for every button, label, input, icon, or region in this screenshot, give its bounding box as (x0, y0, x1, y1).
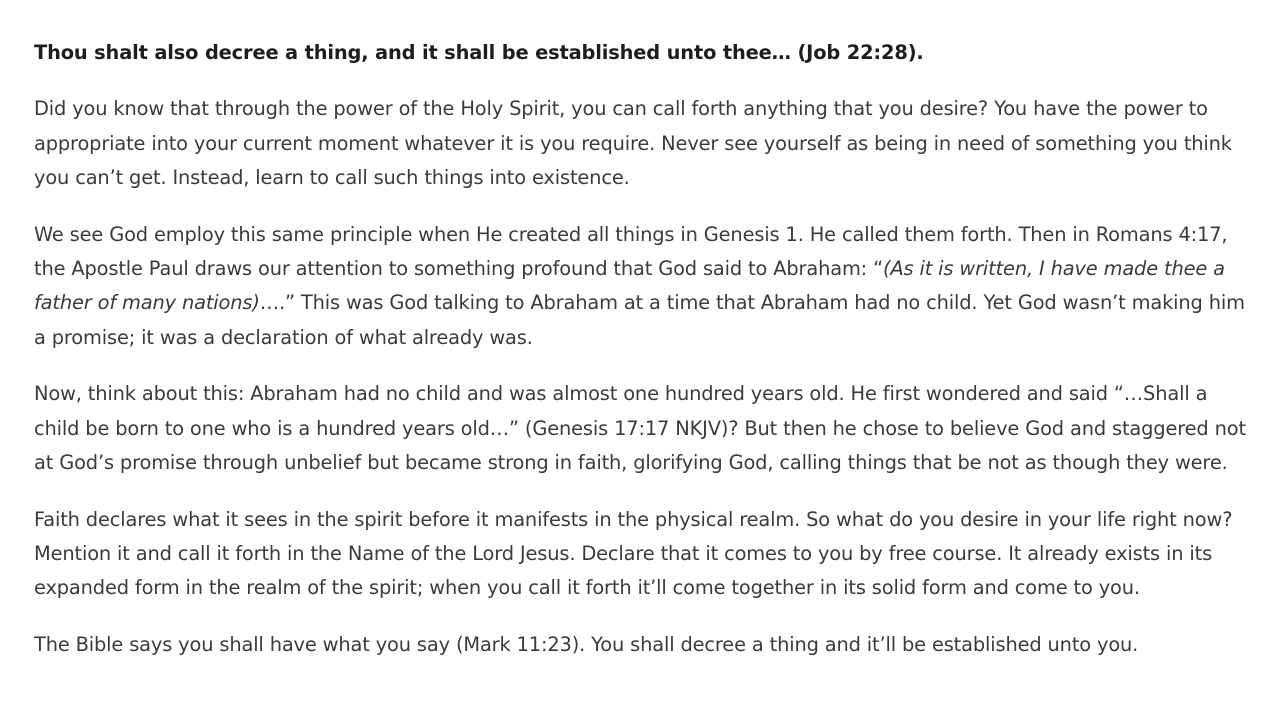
scripture-quote: (As it is written, I have made thee a father of many nations) (34, 256, 1225, 315)
paragraph-5: The Bible says you shall have what you say (Mark 11:23). You shall decree a thing and it’ll be established unto you. (34, 633, 1139, 657)
article-body (34, 36, 1256, 685)
paragraph-2 (34, 218, 1256, 355)
paragraph-2-text: We see God employ this same principle when He created all things in Genesis 1. He called them forth. Then in Romans 4:17, the Apostle Paul draws our attention to something profound that God said to Abraham: “ (34, 222, 1228, 280)
paragraph-4: Faith declares what it sees in the spirit before it manifests in the physical realm. So what do you desire in your life right now? Mention it and call it forth in the Name of the Lord Jesus. Declare that it comes to you by free course. It already exists in its expanded form in the realm of the spirit; when you call it forth it’ll come together in its solid form and come to you. (34, 507, 1233, 600)
paragraph-2-text-continued: ….” This was God talking to Abraham at a time that Abraham had no child. Yet God wasn’t making him a promise; it was a declaration of what already was. (34, 291, 1245, 349)
paragraph-1: Did you know that through the power of the Holy Spirit, you can call forth anything that you desire? You have the power to appropriate into your current moment whatever it is you require. Never see yourself as being in need of something you think you can’t get. Instead, learn to call such things into existence. (34, 97, 1232, 189)
paragraph-3: Now, think about this: Abraham had no child and was almost one hundred years old. He first wondered and said “…Shall a child be born to one who is a hundred years old…” (Genesis 17:17 NKJV)? But then he chose to believe God and staggered not at God’s promise through unbelief but became strong in faith, glorifying God, calling things that be not as though they were. (34, 382, 1246, 474)
opening-verse: Thou shalt also decree a thing, and it shall be established unto thee… (Job 22:28). (34, 41, 924, 64)
